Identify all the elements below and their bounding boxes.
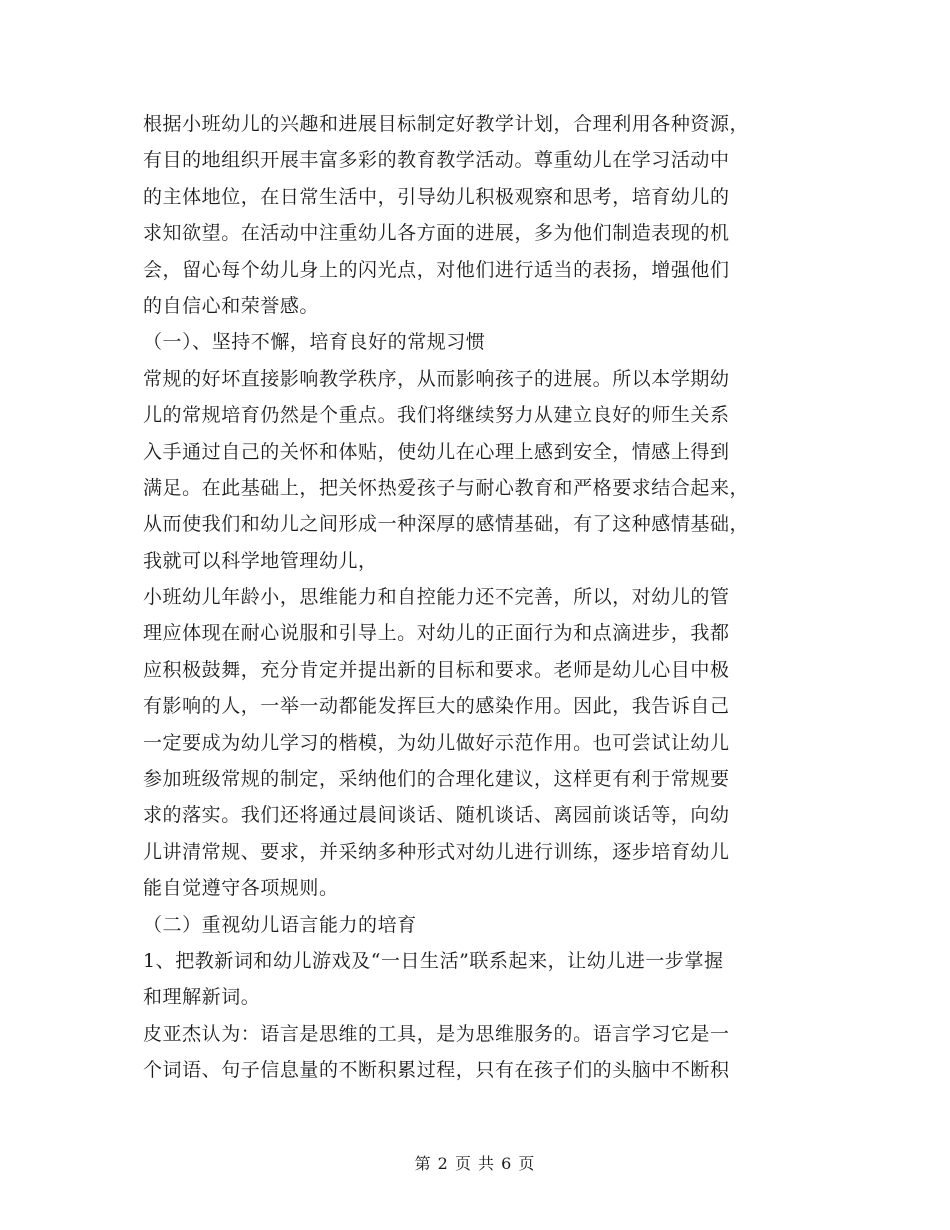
text-line: 个词语、句子信息量的不断积累过程，只有在孩子们的头脑中不断积 <box>143 1059 730 1082</box>
text-line: 我就可以科学地管理幼儿， <box>143 549 378 572</box>
text-line: 求知欲望。在活动中注重幼儿各方面的进展，多为他们制造表现的机 <box>143 222 730 245</box>
text-line: 1、把教新词和幼儿游戏及“一日生活”联系起来，让幼儿进一步掌握 <box>143 949 724 972</box>
text-line: 一定要成为幼儿学习的楷模，为幼儿做好示范作用。也可尝试让幼儿 <box>143 731 730 754</box>
text-line: 小班幼儿年龄小，思维能力和自控能力还不完善，所以，对幼儿的管 <box>143 586 730 609</box>
text-line: 儿的常规培育仍然是个重点。我们将继续努力从建立良好的师生关系 <box>143 404 730 427</box>
text-line: 有目的地组织开展丰富多彩的教育教学活动。尊重幼儿在学习活动中 <box>143 149 730 172</box>
text-line: 求的落实。我们还将通过晨间谈话、随机谈话、离园前谈话等，向幼 <box>143 804 730 827</box>
text-line: 能自觉遵守各项规则。 <box>143 877 339 900</box>
text-line: 的自信心和荣誉感。 <box>143 294 319 317</box>
text-line: 参加班级常规的制定，采纳他们的合理化建议，这样更有利于常规要 <box>143 768 730 791</box>
text-line: 满足。在此基础上，把关怀热爱孩子与耐心教育和严格要求结合起来， <box>143 476 750 499</box>
text-line: 根据小班幼儿的兴趣和进展目标制定好教学计划，合理利用各种资源， <box>143 113 750 135</box>
text-line: 入手通过自己的关怀和体贴，使幼儿在心理上感到安全，情感上得到 <box>143 440 730 463</box>
section-heading: （一）、坚持不懈，培育良好的常规习惯 <box>143 331 486 354</box>
document-body <box>143 106 807 1089</box>
text-line: 会，留心每个幼儿身上的闪光点，对他们进行适当的表扬，增强他们 <box>143 258 730 281</box>
text-line: 儿讲清常规、要求，并采纳多种形式对幼儿进行训练，逐步培育幼儿 <box>143 840 730 863</box>
text-line: 从而使我们和幼儿之间形成一种深厚的感情基础，有了这种感情基础， <box>143 513 750 536</box>
text-line: 理应体现在耐心说服和引导上。对幼儿的正面行为和点滴进步，我都 <box>143 622 730 645</box>
text-line: 皮亚杰认为：语言是思维的工具，是为思维服务的。语言学习它是一 <box>143 1022 730 1045</box>
text-line: 的主体地位，在日常生活中，引导幼儿积极观察和思考，培育幼儿的 <box>143 185 730 208</box>
text-line: 常规的好坏直接影响教学秩序，从而影响孩子的进展。所以本学期幼 <box>143 367 730 390</box>
section-heading: （二）重视幼儿语言能力的培育 <box>143 913 417 936</box>
text-line: 应积极鼓舞，充分肯定并提出新的目标和要求。老师是幼儿心目中极 <box>143 658 730 681</box>
page-footer: 第 2 页 共 6 页 <box>414 1154 536 1173</box>
text-line: 有影响的人，一举一动都能发挥巨大的感染作用。因此，我告诉自己 <box>143 695 730 718</box>
text-line: 和理解新词。 <box>143 986 261 1009</box>
